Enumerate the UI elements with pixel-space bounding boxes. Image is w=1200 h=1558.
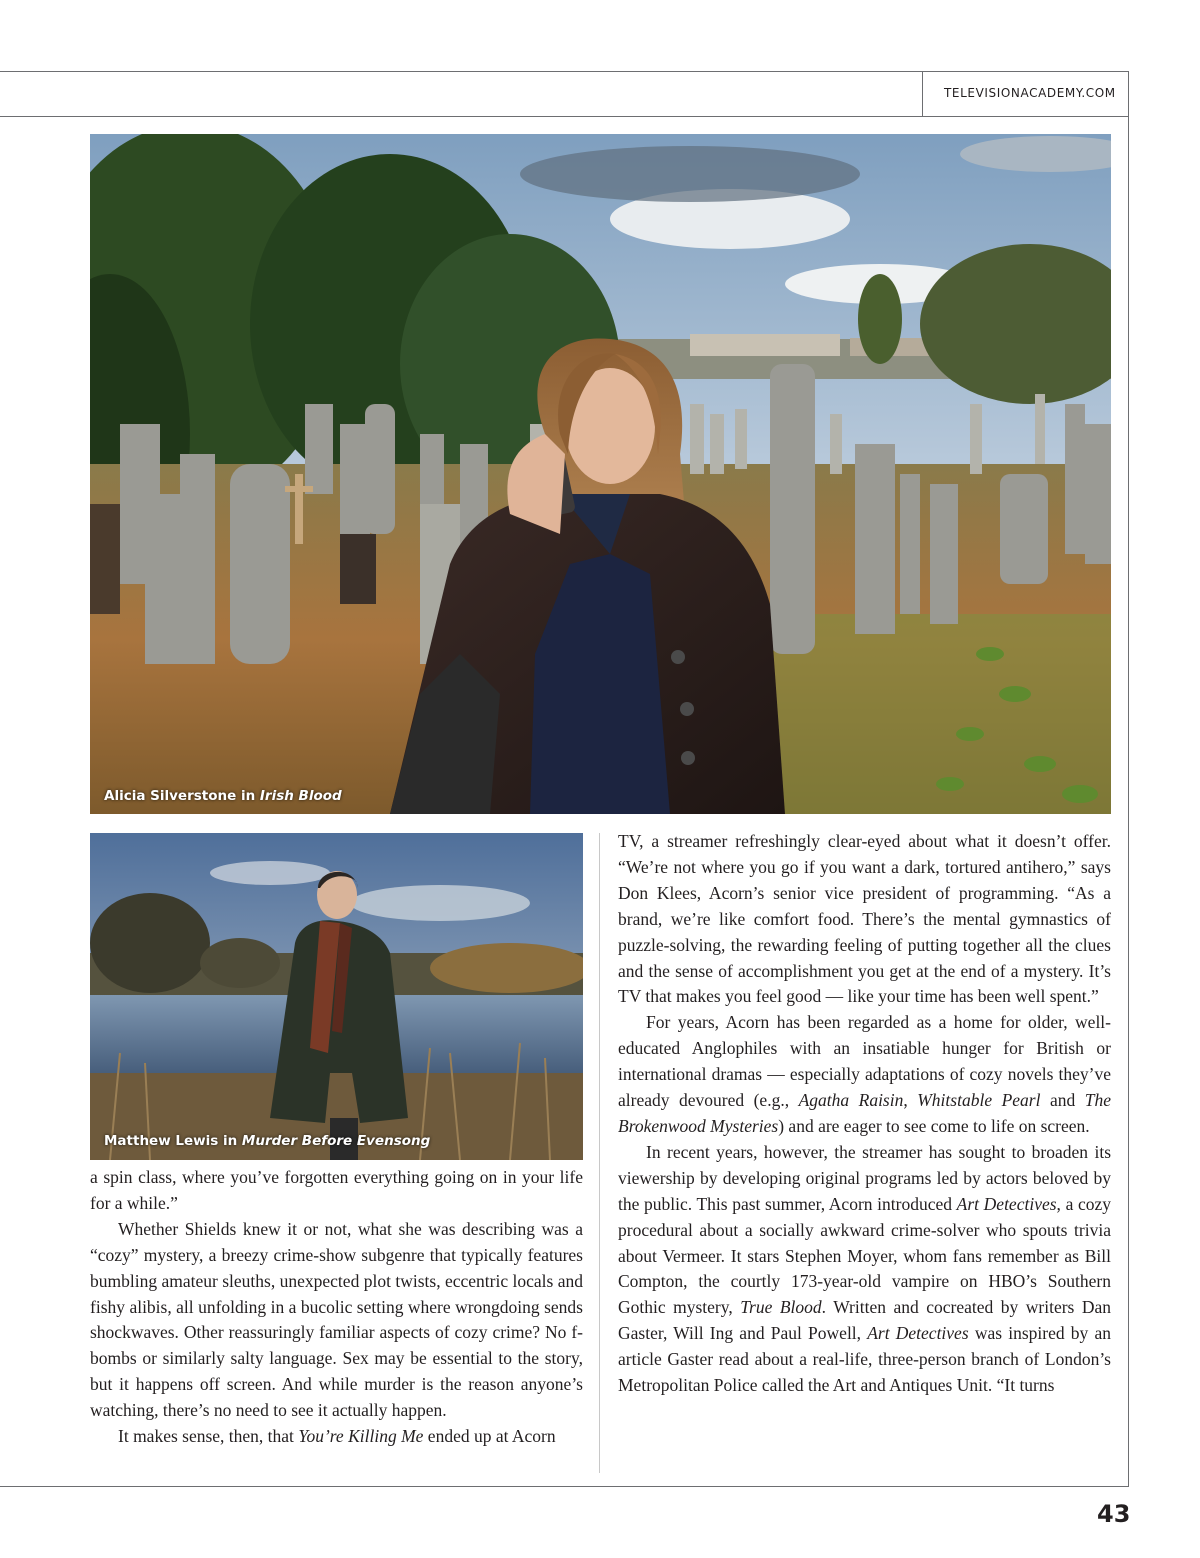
cemetery-scene	[90, 134, 1111, 814]
title-art-detectives-2: Art Detectives	[867, 1323, 969, 1344]
right-paragraph-2: For years, Acorn has been regarded as a home for older, well-educated Anglophiles with an insatiable hunger for British or international dramas — especially adaptations of cozy novels they’ve already devoured (e.g., Agatha Raisin, Whitstable Pearl and The Brokenwood Mysteries) and are eager to see come to life on screen.	[618, 1012, 1111, 1136]
right-margin-rule	[1128, 71, 1129, 1486]
header-rule	[0, 116, 1129, 117]
right-paragraph-1: TV, a streamer refreshingly clear-eyed about what it doesn’t offer. “We’re not where you go if you want a dark, tortured antihero,” says Don Klees, Acorn’s senior vice president of programming. “As a brand, we’re like comfort food. There’s the mental gymnastics of puzzle-solving, the rewarding feeling of putting together all the clues and the sense of accomplishment you get at the end of a mystery. It’s TV that makes you feel good — like your time has been well spent.”	[618, 831, 1111, 1007]
column-separator	[599, 833, 600, 1473]
site-url: TELEVISIONACADEMY.COM	[944, 86, 1116, 100]
top-rule	[0, 71, 1129, 72]
inset-caption-name: Matthew Lewis in	[104, 1133, 242, 1149]
hero-caption-title: Irish Blood	[259, 788, 342, 804]
hero-photo	[90, 134, 1111, 814]
title-youre-killing-me: You’re Killing Me	[298, 1426, 424, 1447]
title-agatha-raisin: Agatha Raisin	[798, 1090, 904, 1111]
hero-caption	[104, 788, 342, 804]
inset-caption	[104, 1133, 430, 1149]
left-column	[90, 1165, 583, 1450]
lake-scene	[90, 833, 583, 1160]
title-true-blood: True Blood	[740, 1297, 822, 1318]
header-divider	[922, 72, 923, 116]
inset-caption-title: Murder Before Evensong	[241, 1133, 431, 1149]
title-art-detectives: Art Detectives	[956, 1193, 1057, 1214]
title-brokenwood-mysteries: The Brokenwood Mysteries	[618, 1090, 1111, 1136]
left-paragraph-3: It makes sense, then, that You’re Killing Me ended up at Acorn	[118, 1426, 556, 1447]
right-paragraph-3: In recent years, however, the streamer has sought to broaden its viewership by developing original programs led by actors beloved by the public. This past summer, Acorn introduced Art Detectives, a cozy procedural about a socially awkward crime-solver who spouts trivia about Vermeer. It stars Stephen Moyer, whom fans remember as Bill Compton, the courtly 173-year-old vampire on HBO’s Southern Gothic mystery, True Blood. Written and cocreated by writers Dan Gaster, Will Ing and Paul Powell, Art Detectives was inspired by an article Gaster read about a real-life, three-person branch of London’s Metropolitan Police called the Art and Antiques Unit. “It turns	[618, 1141, 1112, 1396]
title-whitstable-pearl: Whitstable Pearl	[917, 1090, 1041, 1111]
left-paragraph-1: a spin class, where you’ve forgotten everything going on in your life for a while.”	[90, 1167, 583, 1213]
right-column	[618, 829, 1111, 1399]
page-number: 43	[1097, 1500, 1131, 1528]
hero-caption-name: Alicia Silverstone in	[104, 788, 260, 804]
inset-photo	[90, 833, 583, 1160]
left-paragraph-2: Whether Shields knew it or not, what she was describing was a “cozy” mystery, a breezy crime-show subgenre that typically features bumbling amateur sleuths, unexpected plot twists, eccentric locals and fishy alibis, all unfolding in a bucolic setting where wrongdoing sends shockwaves. Other reassuringly familiar aspects of cozy crime? No f-bombs or similarly salty language. Sex may be essential to the story, but it happens off screen. And while murder is the reason anyone’s watching, there’s no need to see it actually happen.	[90, 1218, 583, 1421]
bottom-rule	[0, 1486, 1129, 1487]
